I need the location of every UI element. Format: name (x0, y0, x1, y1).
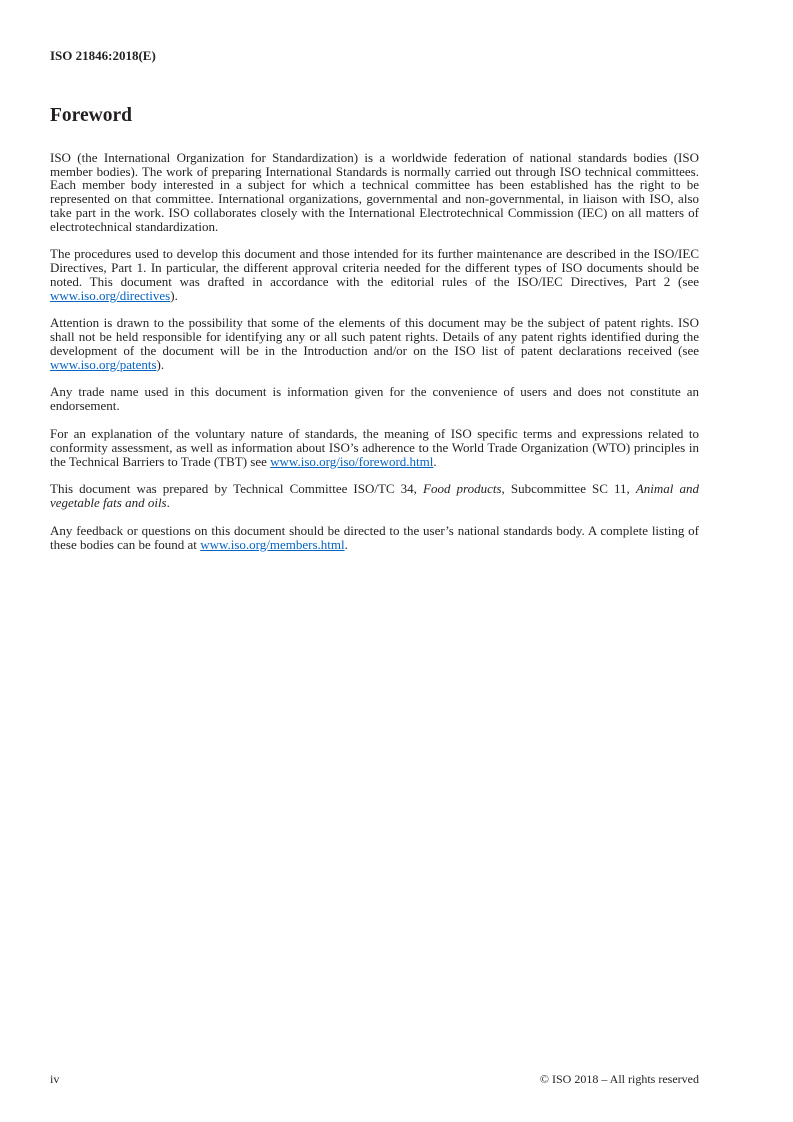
paragraph-text: Attention is drawn to the possibility that some of the elements of this document may be the subject of patent rights. ISO shall not be held responsible for identifying any or all such patent rights. Details of any patent rights identified during the development of the document will be in the Introduction and/or on the ISO list of patent declarations received (see (50, 315, 699, 358)
link-iso-members[interactable]: www.iso.org/members.html (200, 536, 345, 552)
paragraph-text: , Subcommittee SC 11, (501, 481, 636, 497)
paragraph-feedback (50, 524, 699, 552)
paragraph-patents (50, 316, 699, 371)
doc-reference: ISO 21846:2018(E) (50, 48, 156, 63)
paragraph-text: . (433, 453, 437, 469)
paragraph-text: For an explanation of the voluntary nature of standards, the meaning of ISO specific terms and expressions related to conformity assessment, as well as information about ISO’s adherence to the World Trade Organization (WTO) principles in the Technical Barriers to Trade (TBT) see (50, 425, 699, 469)
paragraph-text: ). (156, 356, 165, 372)
page-number: iv (50, 1071, 60, 1086)
paragraph-procedures (50, 247, 699, 302)
paragraph-text: . (344, 536, 348, 552)
paragraph-trade-name: Any trade name used in this document is information given for the convenience of users and does not constitute an endorsement. (50, 384, 699, 414)
paragraph-text: Any feedback or questions on this document should be directed to the user’s national standards body. A complete listing of these bodies can be found at (50, 522, 699, 552)
foreword-heading: Foreword (50, 105, 132, 127)
link-iso-directives[interactable]: www.iso.org/directives (50, 287, 171, 303)
subcommittee-title-italic: Animal and vegetable fats and oils (50, 481, 699, 511)
paragraph-federation: ISO (the International Organization for Standardization) is a worldwide federation of national standards bodies (ISO member bodies). The work of preparing International Standards is normally carried out through ISO technical committees. Each member body interested in a subject for which a technical committee has been established has the right to be represented on that committee. International organizations, governmental and non-governmental, in liaison with ISO, also take part in the work. ISO collaborates closely with the International Electrotechnical Commission (IEC) on all matters of electrotechnical standardization. (50, 149, 699, 234)
paragraph-text: The procedures used to develop this document and those intended for its further maintenance are described in the ISO/IEC Directives, Part 1. In particular, the different approval criteria needed for the different types of ISO documents should be noted. This document was drafted in accordance with the editorial rules of the ISO/IEC Directives, Part 2 (see (50, 246, 699, 289)
page-footer (50, 1073, 699, 1086)
committee-title-italic: Food products (423, 481, 502, 497)
paragraph-wto (50, 427, 699, 468)
paragraph-text: This document was prepared by Technical Committee ISO/TC 34, (50, 481, 424, 497)
paragraph-committee (50, 482, 699, 510)
paragraph-text: ). (170, 287, 178, 303)
link-iso-patents[interactable]: www.iso.org/patents (50, 356, 157, 372)
copyright-notice: © ISO 2018 – All rights reserved (539, 1071, 699, 1086)
paragraph-text: . (166, 495, 170, 511)
link-iso-foreword[interactable]: www.iso.org/iso/foreword.html (270, 453, 434, 469)
